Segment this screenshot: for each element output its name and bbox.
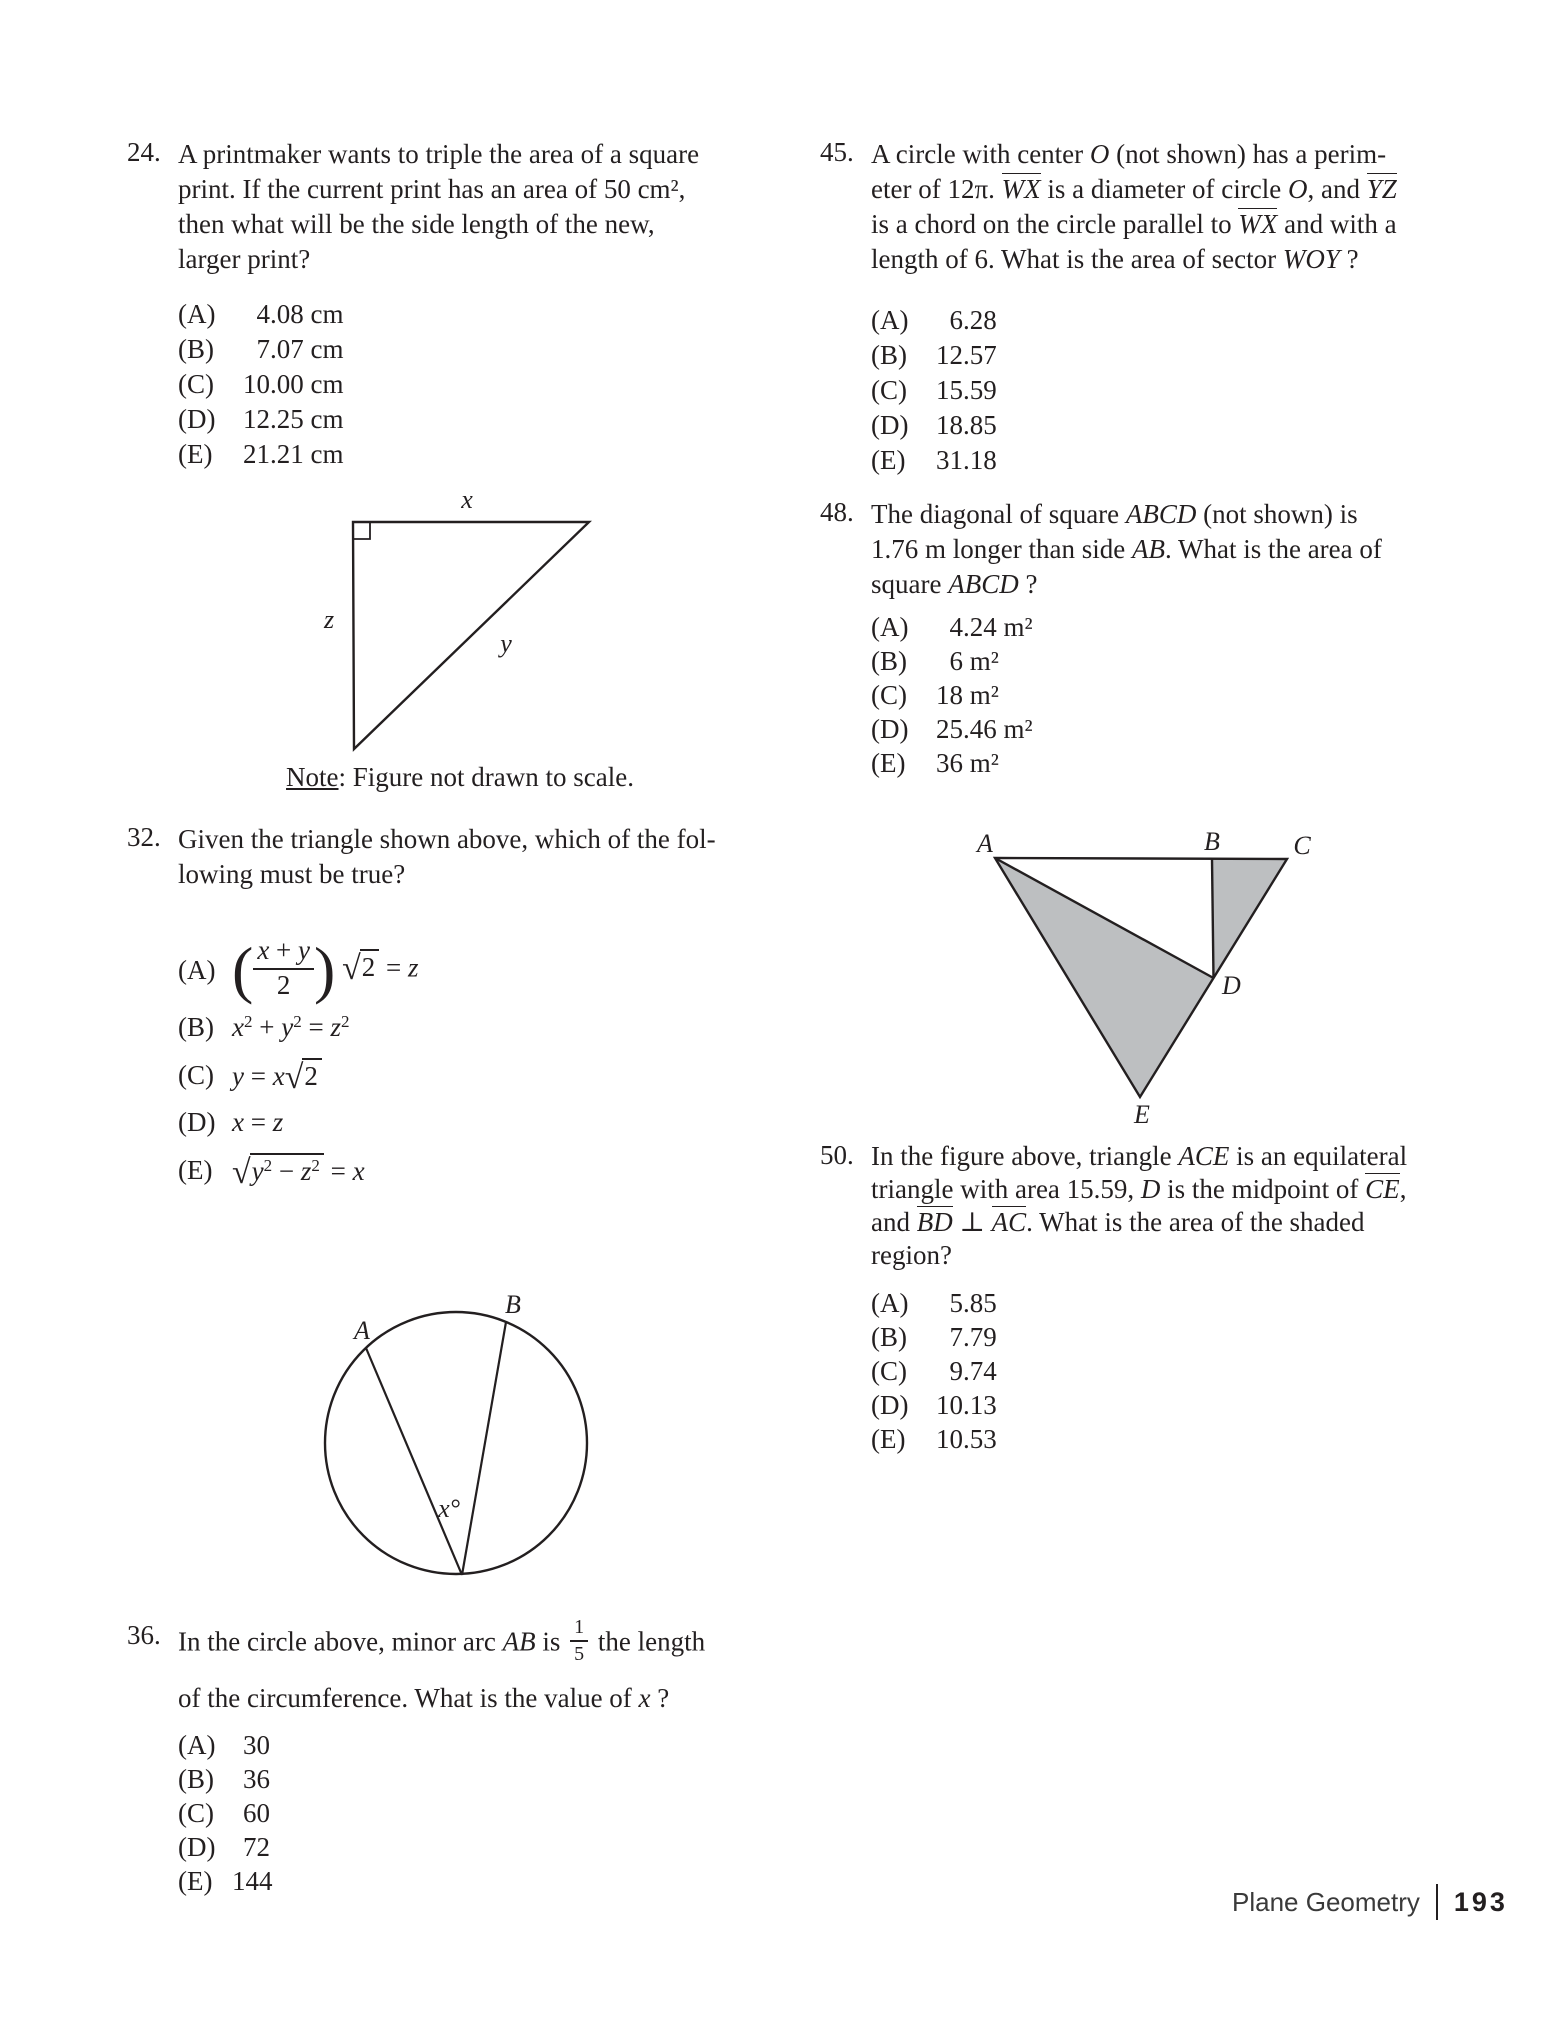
footer-divider bbox=[1436, 1884, 1438, 1920]
option-value-integer: 25 bbox=[936, 714, 963, 744]
right-triangle-figure bbox=[300, 478, 620, 758]
question-number: 50. bbox=[820, 1140, 854, 1170]
option-label: (B) bbox=[178, 1764, 214, 1794]
option-row bbox=[871, 644, 1460, 678]
answer-options bbox=[178, 297, 757, 472]
question-line: 1.76 m longer than side AB. What is the area of bbox=[871, 534, 1382, 564]
question-line: length of 6. What is the area of sector WOY ? bbox=[871, 244, 1359, 274]
question-body bbox=[178, 1616, 757, 1898]
option-value-integer: 12 bbox=[936, 340, 963, 370]
option-row bbox=[178, 1107, 757, 1138]
question-text bbox=[178, 137, 757, 277]
option-row bbox=[178, 297, 757, 332]
option-label: (A) bbox=[871, 305, 909, 335]
shaded-triangle-figure bbox=[975, 830, 1320, 1130]
option-value: 10.53 bbox=[925, 1422, 997, 1456]
option-value-integer: 6 bbox=[949, 646, 963, 676]
question-text bbox=[871, 497, 1460, 602]
option-label: (E) bbox=[871, 748, 906, 778]
option-value-integer: 31 bbox=[936, 445, 963, 475]
option-value-integer: 18 bbox=[936, 410, 963, 440]
question-line: is a chord on the circle parallel to WX and with a bbox=[871, 209, 1397, 239]
answer-options bbox=[871, 1286, 1460, 1456]
option-value bbox=[232, 1796, 270, 1830]
option-value: 4.24 m² bbox=[925, 610, 1033, 644]
option-row bbox=[178, 1864, 757, 1898]
question-body bbox=[871, 137, 1460, 478]
question-line: and BD ⊥ AC. What is the area of the shaded bbox=[871, 1207, 1365, 1237]
option-value-integer: 18 bbox=[936, 680, 963, 710]
option-value-integer: 4 bbox=[949, 612, 963, 642]
question-24 bbox=[127, 137, 757, 472]
fraction-numerator: x + y bbox=[253, 936, 314, 970]
question-number: 32. bbox=[127, 822, 161, 852]
close-paren: ) bbox=[314, 933, 336, 1005]
option-label: (D) bbox=[871, 1390, 909, 1420]
label-a: A bbox=[977, 830, 993, 858]
triangle-label-y: y bbox=[500, 629, 512, 658]
radicand: 2 bbox=[302, 1058, 322, 1092]
label-b: B bbox=[1204, 830, 1220, 856]
question-number: 24. bbox=[127, 137, 161, 167]
option-value-integer: 10 bbox=[936, 1424, 963, 1454]
question-line: lowing must be true? bbox=[178, 859, 406, 889]
option-value-integer: 10 bbox=[936, 1390, 963, 1420]
option-row bbox=[178, 1762, 757, 1796]
option-label: (D) bbox=[178, 404, 216, 434]
option-value-integer: 4 bbox=[256, 299, 270, 329]
option-value: 10.00 cm bbox=[232, 367, 344, 402]
segment-bd bbox=[1212, 859, 1214, 978]
question-48 bbox=[820, 497, 1460, 780]
option-label: (B) bbox=[871, 1322, 907, 1352]
question-body bbox=[871, 497, 1460, 780]
option-label: (B) bbox=[871, 340, 907, 370]
question-line: A printmaker wants to triple the area of a square bbox=[178, 139, 700, 169]
option-row bbox=[871, 303, 1460, 338]
label-c: C bbox=[1293, 831, 1311, 860]
option-label: (A) bbox=[178, 299, 216, 329]
option-value: 7.79 bbox=[925, 1320, 997, 1354]
question-line: then what will be the side length of the new, bbox=[178, 209, 655, 239]
option-row bbox=[178, 1830, 757, 1864]
option-value: 12.57 bbox=[925, 338, 997, 373]
option-row bbox=[178, 1153, 757, 1192]
option-label: (D) bbox=[178, 1832, 216, 1862]
question-line: The diagonal of square ABCD (not shown) is bbox=[871, 499, 1358, 529]
chord-to-b bbox=[462, 1322, 506, 1575]
option-value bbox=[232, 1830, 270, 1864]
option-label: (C) bbox=[178, 1059, 214, 1090]
fraction bbox=[253, 936, 314, 1000]
label-d: D bbox=[1222, 971, 1241, 1000]
chord-to-a bbox=[366, 1348, 462, 1575]
radical-sign: √ bbox=[232, 1154, 250, 1192]
option-row bbox=[871, 338, 1460, 373]
option-label: (E) bbox=[871, 445, 906, 475]
question-line: In the figure above, triangle ACE is an equilateral bbox=[871, 1141, 1408, 1171]
option-value: 6 m² bbox=[925, 644, 999, 678]
option-value-integer: 30 bbox=[243, 1730, 270, 1760]
option-label: (A) bbox=[178, 1730, 216, 1760]
option-row bbox=[178, 1796, 757, 1830]
option-label: (A) bbox=[871, 1288, 909, 1318]
option-value: 9.74 bbox=[925, 1354, 997, 1388]
option-row bbox=[871, 373, 1460, 408]
radical-sign: √ bbox=[284, 1059, 303, 1097]
option-row bbox=[871, 1354, 1460, 1388]
question-line: eter of 12π. WX is a diameter of circle O, and YZ bbox=[871, 174, 1397, 204]
radical-sign: √ bbox=[342, 950, 360, 988]
option-value: 25.46 m² bbox=[925, 712, 1033, 746]
option-row bbox=[178, 332, 757, 367]
question-body bbox=[178, 137, 757, 472]
note-word: Note bbox=[286, 762, 339, 792]
question-line: print. If the current print has an area of 50 cm², bbox=[178, 174, 686, 204]
option-value: 18 m² bbox=[925, 678, 999, 712]
option-value-integer: 6 bbox=[949, 305, 963, 335]
question-line: square ABCD ? bbox=[871, 569, 1038, 599]
option-value: 31.18 bbox=[925, 443, 997, 478]
radicand: $y^2 - z^2$ bbox=[250, 1153, 324, 1187]
question-text bbox=[871, 1140, 1460, 1272]
label-e: E bbox=[1134, 1100, 1150, 1129]
radical bbox=[232, 1154, 324, 1192]
option-value: y = x√2 bbox=[232, 1058, 322, 1092]
option-value-integer: 72 bbox=[243, 1832, 270, 1862]
question-line: of the circumference. What is the value of x ? bbox=[178, 1683, 670, 1713]
answer-options bbox=[178, 933, 757, 1192]
option-row bbox=[178, 1012, 757, 1043]
option-value: 5.85 bbox=[925, 1286, 997, 1320]
fraction bbox=[570, 1616, 588, 1665]
question-body bbox=[178, 822, 757, 1202]
option-label: (D) bbox=[871, 410, 909, 440]
fraction-denominator: 5 bbox=[574, 1643, 585, 1665]
option-row bbox=[178, 933, 757, 1005]
circle-label-b: B bbox=[505, 1295, 521, 1319]
option-value-integer: 10 bbox=[243, 369, 270, 399]
radical bbox=[284, 1059, 322, 1097]
option-label: (E) bbox=[178, 439, 213, 469]
option-row bbox=[871, 1286, 1460, 1320]
option-value: 7.07 cm bbox=[232, 332, 344, 367]
inscribed-angle-circle-figure bbox=[320, 1295, 620, 1595]
question-36 bbox=[127, 1616, 757, 1898]
option-value: 12.25 cm bbox=[232, 402, 344, 437]
question-45 bbox=[820, 137, 1460, 478]
option-label: (C) bbox=[871, 1356, 907, 1386]
option-row bbox=[871, 610, 1460, 644]
option-value: 10.13 bbox=[925, 1388, 997, 1422]
option-label: (B) bbox=[178, 334, 214, 364]
option-value: 36 m² bbox=[925, 746, 999, 780]
option-row bbox=[871, 408, 1460, 443]
circle-label-angle: x° bbox=[438, 1494, 460, 1523]
right-triangle-outline bbox=[353, 522, 589, 749]
option-value: ( $\frac{x + y}{2}$ ) √2 = z bbox=[232, 933, 419, 1005]
question-text bbox=[178, 1616, 757, 1716]
option-label: (C) bbox=[871, 680, 907, 710]
open-paren: ( bbox=[232, 933, 254, 1005]
question-body bbox=[871, 1140, 1460, 1456]
option-value-integer: 7 bbox=[256, 334, 270, 364]
option-label: (B) bbox=[871, 646, 907, 676]
option-label: (E) bbox=[178, 1866, 213, 1896]
footer-section-title: Plane Geometry bbox=[1232, 1886, 1420, 1917]
option-value: 15.59 bbox=[925, 373, 997, 408]
option-value bbox=[232, 1728, 270, 1762]
option-value: $x^2 + y^2 = z^2$ bbox=[232, 1012, 350, 1043]
option-value-integer: 15 bbox=[936, 375, 963, 405]
question-text bbox=[178, 822, 757, 892]
option-value-integer: 7 bbox=[949, 1322, 963, 1352]
fraction-numerator: 1 bbox=[570, 1616, 588, 1642]
answer-options bbox=[871, 303, 1460, 478]
option-label: (B) bbox=[178, 1012, 214, 1043]
question-line: In the circle above, minor arc AB is $\frac{1}{5}$ the length bbox=[178, 1616, 706, 1665]
option-label: (C) bbox=[178, 1798, 214, 1828]
question-line: larger print? bbox=[178, 244, 311, 274]
option-row bbox=[178, 1058, 757, 1097]
option-row bbox=[178, 437, 757, 472]
option-row bbox=[871, 746, 1460, 780]
option-row bbox=[871, 1388, 1460, 1422]
option-value-integer: 60 bbox=[243, 1798, 270, 1828]
option-label: (A) bbox=[871, 612, 909, 642]
question-line: Given the triangle shown above, which of the fol- bbox=[178, 824, 716, 854]
radicand: 2 bbox=[360, 949, 380, 983]
triangle-label-x: x bbox=[461, 485, 473, 514]
fraction-denominator: 2 bbox=[276, 969, 291, 1000]
paren-content bbox=[253, 935, 314, 1002]
option-value bbox=[232, 1762, 270, 1796]
option-label: (C) bbox=[178, 369, 214, 399]
option-label: (A) bbox=[178, 954, 216, 985]
page-footer bbox=[1232, 1884, 1508, 1920]
option-value-integer: 9 bbox=[949, 1356, 963, 1386]
option-value-integer: 12 bbox=[243, 404, 270, 434]
option-row bbox=[871, 1422, 1460, 1456]
option-row bbox=[871, 678, 1460, 712]
question-line: region? bbox=[871, 1240, 952, 1270]
question-32 bbox=[127, 822, 757, 1202]
option-value: 6.28 bbox=[925, 303, 997, 338]
option-value: 18.85 bbox=[925, 408, 997, 443]
option-value: x = z bbox=[232, 1107, 284, 1138]
option-value: 21.21 cm bbox=[232, 437, 344, 472]
option-row bbox=[178, 402, 757, 437]
option-label: (E) bbox=[871, 1424, 906, 1454]
option-label: (D) bbox=[871, 714, 909, 744]
radical bbox=[342, 950, 379, 988]
right-angle-mark bbox=[353, 522, 370, 539]
option-row bbox=[871, 712, 1460, 746]
question-text bbox=[871, 137, 1460, 277]
circle-outline bbox=[325, 1312, 587, 1574]
figure-note bbox=[180, 760, 740, 795]
option-label: (D) bbox=[178, 1107, 216, 1138]
option-value-integer: 36 bbox=[243, 1764, 270, 1794]
question-number: 45. bbox=[820, 137, 854, 167]
option-row bbox=[871, 1320, 1460, 1354]
option-value-integer: 21 bbox=[243, 439, 270, 469]
option-value: 4.08 cm bbox=[232, 297, 344, 332]
footer-page-number: 193 bbox=[1453, 1886, 1508, 1917]
question-number: 36. bbox=[127, 1620, 161, 1650]
question-number: 48. bbox=[820, 497, 854, 527]
option-row bbox=[178, 367, 757, 402]
note-text: : Figure not drawn to scale. bbox=[338, 762, 634, 792]
option-row bbox=[178, 1728, 757, 1762]
option-value-integer: 144 bbox=[232, 1866, 273, 1896]
option-value: $√y^2 - z^2 = x$ bbox=[232, 1154, 365, 1192]
circle-label-a: A bbox=[354, 1316, 370, 1345]
option-value-integer: 5 bbox=[949, 1288, 963, 1318]
triangle-label-z: z bbox=[323, 605, 335, 634]
answer-options bbox=[178, 1728, 757, 1898]
question-line: triangle with area 15.59, D is the midpoint of CE, bbox=[871, 1174, 1407, 1204]
option-label: (E) bbox=[178, 1154, 213, 1185]
answer-options bbox=[871, 610, 1460, 780]
question-line: A circle with center O (not shown) has a perim- bbox=[871, 139, 1387, 169]
question-50 bbox=[820, 1140, 1460, 1456]
option-label: (C) bbox=[871, 375, 907, 405]
option-row bbox=[871, 443, 1460, 478]
option-value-integer: 36 bbox=[936, 748, 963, 778]
option-value bbox=[232, 1864, 273, 1898]
